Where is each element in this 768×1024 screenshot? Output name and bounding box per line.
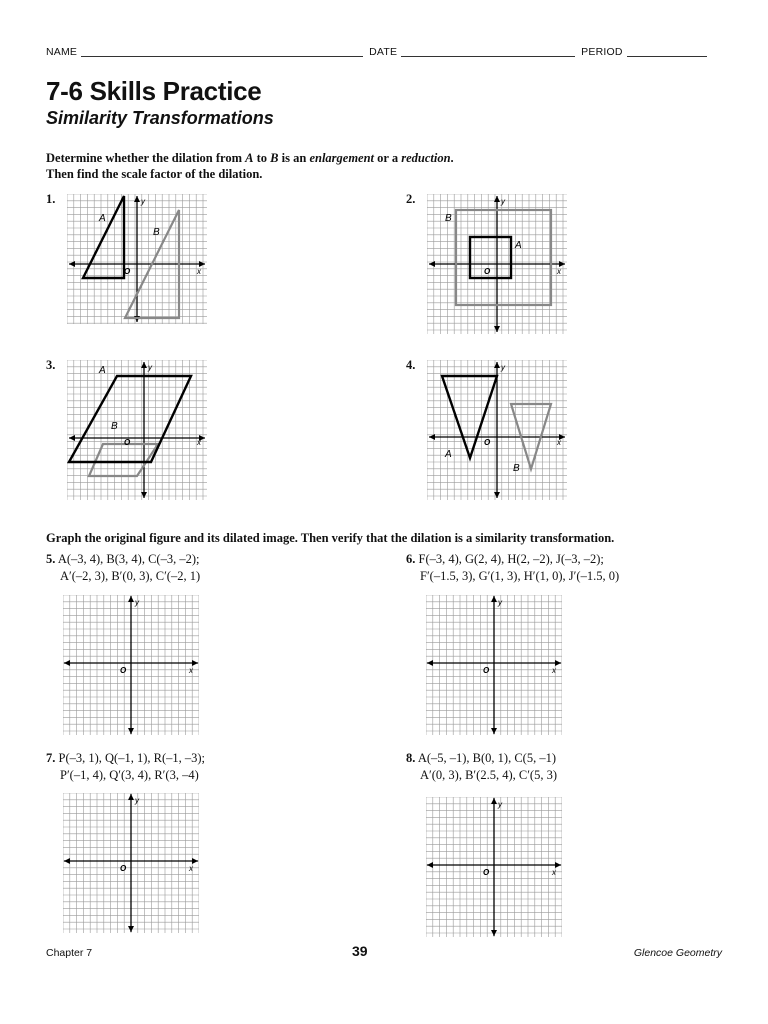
- label-x: x: [189, 864, 193, 873]
- axes: [69, 196, 205, 322]
- section2-instruction: Graph the original figure and its dilated image. Then verify that the dilation is a similarity transformation.: [46, 531, 615, 545]
- label-origin: O: [483, 868, 490, 877]
- problem-5-text: 5. A(–3, 4), B(3, 4), C(–3, –2); A′(–2, 3), B′(0, 3), C′(–2, 1): [46, 552, 201, 583]
- label-origin: O: [124, 267, 131, 276]
- problem-2-number: 2.: [406, 192, 416, 206]
- figure-A: [83, 196, 124, 278]
- label-x: x: [557, 267, 561, 276]
- axes: [64, 596, 198, 734]
- page-title: 7-6 Skills Practice: [46, 76, 262, 106]
- label-B: B: [513, 463, 520, 474]
- label-origin: O: [120, 666, 127, 675]
- problem-3-number: 3.: [46, 358, 56, 372]
- label-y: y: [135, 598, 139, 607]
- blank-grid-problem-5[interactable]: [63, 595, 199, 735]
- label-y: y: [498, 598, 502, 607]
- problem-8-text: 8. A(–5, –1), B(0, 1), C(5, –1) A′(0, 3), B′(2.5, 4), C′(5, 3): [406, 751, 558, 782]
- graph-problem-2: [427, 194, 567, 334]
- axes: [427, 596, 561, 734]
- label-A: A: [99, 365, 106, 376]
- label-x: x: [197, 438, 201, 447]
- problem-5-number: 5.: [46, 552, 56, 566]
- label-origin: O: [484, 438, 491, 447]
- axes: [69, 362, 205, 498]
- label-x: x: [197, 267, 201, 276]
- blank-grid-problem-7[interactable]: [63, 793, 199, 933]
- problem-7-text: 7. P(–3, 1), Q(–1, 1), R(–1, –3); P′(–1, 4), Q′(3, 4), R′(3, –4): [46, 751, 206, 782]
- label-B: B: [153, 227, 160, 238]
- page-subtitle: Similarity Transformations: [46, 108, 274, 128]
- footer-page-number: 39: [352, 943, 368, 959]
- label-y: y: [498, 800, 502, 809]
- blank-grid-problem-8[interactable]: [426, 797, 562, 937]
- footer-chapter: Chapter 7: [46, 947, 93, 959]
- blank-grid-problem-6[interactable]: [426, 595, 562, 735]
- footer-publisher: Glencoe Geometry: [633, 947, 722, 959]
- problem-7-number: 7.: [46, 751, 56, 765]
- period-label: PERIOD: [581, 46, 623, 58]
- problem-1-number: 1.: [46, 192, 56, 206]
- label-y: y: [148, 363, 152, 372]
- label-x: x: [189, 666, 193, 675]
- label-A: A: [99, 213, 106, 224]
- label-x: x: [552, 666, 556, 675]
- name-label: NAME: [46, 46, 78, 58]
- graph-problem-3: [67, 360, 207, 500]
- problem-6-text: 6. F(–3, 4), G(2, 4), H(2, –2), J(–3, –2); F′(–1.5, 3), G′(1, 3), H′(1, 0), J′(–1.5, 0): [406, 552, 620, 583]
- label-origin: O: [483, 666, 490, 675]
- graph-problem-1: [67, 194, 207, 324]
- label-y: y: [135, 796, 139, 805]
- period-field[interactable]: [627, 47, 707, 57]
- student-info-header: [46, 46, 726, 58]
- date-field[interactable]: [401, 47, 575, 57]
- problem-4-number: 4.: [406, 358, 416, 372]
- date-label: DATE: [369, 46, 398, 58]
- axes: [427, 798, 561, 936]
- label-A: A: [515, 240, 522, 251]
- graph-problem-4: [427, 360, 567, 500]
- label-origin: O: [120, 864, 127, 873]
- label-B: B: [111, 421, 118, 432]
- label-x: x: [557, 438, 561, 447]
- label-B: B: [445, 213, 452, 224]
- axes: [64, 794, 198, 932]
- label-origin: O: [124, 438, 131, 447]
- label-origin: O: [484, 267, 491, 276]
- axes: [429, 362, 565, 498]
- label-y: y: [141, 197, 145, 206]
- section1-instruction: Determine whether the dilation from A to B is an enlargement or a reduction. Then find the scale factor of the dilation.: [46, 151, 454, 181]
- label-y: y: [501, 197, 505, 206]
- problem-6-number: 6.: [406, 552, 416, 566]
- problem-8-number: 8.: [406, 751, 416, 765]
- label-A: A: [445, 449, 452, 460]
- label-y: y: [501, 363, 505, 372]
- figure-A: [470, 237, 511, 278]
- label-x: x: [552, 868, 556, 877]
- name-field[interactable]: [81, 47, 363, 57]
- figure-B: [89, 444, 158, 476]
